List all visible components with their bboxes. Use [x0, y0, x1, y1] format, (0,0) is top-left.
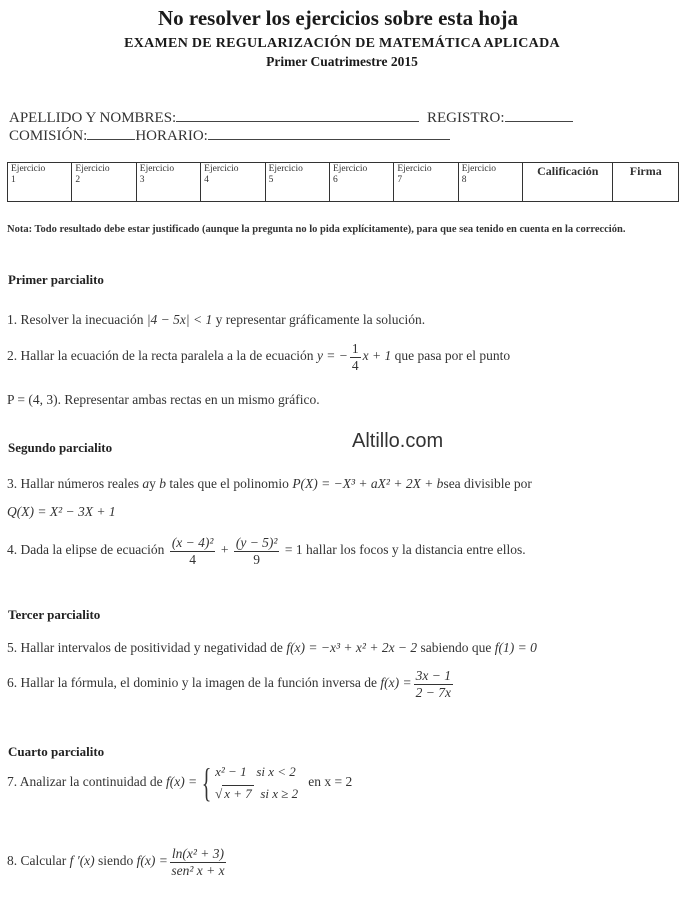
section-title-4: Cuarto parcialito: [8, 744, 105, 759]
comision-field[interactable]: [9, 127, 450, 145]
registro-line: [505, 109, 573, 122]
e7-cases: x² − 1 si x < 2 √ x + 7 si x ≥ 2: [215, 764, 299, 801]
section-title-3: Tercer parcialito: [8, 607, 101, 622]
grade-cell-6[interactable]: Ejercicio 6: [329, 163, 393, 202]
e4-fraction-2: $\frac{\text{(y − 5)²}}{9}$: [235, 535, 278, 567]
horario-label: HORARIO:: [135, 128, 208, 144]
section-title-1: Primer parcialito: [8, 272, 104, 287]
firma-cell[interactable]: Firma: [613, 163, 679, 202]
exercise-3: 3. Hallar números reales ay b tales que el polinomio P(X) = −X³ + aX² + 2X + bsea divisible por: [7, 476, 532, 491]
grade-cell-8[interactable]: Ejercicio 8: [458, 163, 522, 202]
grade-cell-3[interactable]: Ejercicio 3: [136, 163, 200, 202]
page-title: No resolver los ejercicios sobre esta hoja: [157, 6, 519, 30]
e1-math: |4 − 5x| < 1: [146, 312, 213, 327]
e8-fraction: $\frac{\text{ln(x² + 3)}}{\text{sen² x + x}}$: [171, 846, 225, 878]
grade-cell-5[interactable]: Ejercicio 5: [265, 163, 329, 202]
e4-fraction-1: $\frac{\text{(x − 4)²}}{4}$: [171, 535, 214, 567]
exercise-5: 5. Hallar intervalos de positividad y negatividad de f(x) = −x³ + x² + 2x − 2 sabiendo que f(1) = 0: [7, 640, 537, 655]
section-title-2: Segundo parcialito: [8, 440, 113, 455]
exercise-8: 8. Calcular f ′(x) siendo f(x) = $\frac{\text{ln(x² + 3)}}{\text{sen² x + x}}$: [7, 846, 225, 878]
e6-fraction: $\frac{3x - 1}{2 - 7x}$: [415, 668, 451, 700]
exercise-3-q: Q(X) = X² − 3X + 1: [7, 504, 116, 519]
exam-term: Primer Cuatrimestre 2015: [266, 54, 418, 69]
exercise-1: 1. Resolver la inecuación |4 − 5x| < 1 y representar gráficamente la solución.: [7, 312, 426, 327]
sqrt-icon: √: [215, 786, 223, 801]
name-label: APELLIDO Y NOMBRES:: [9, 110, 177, 126]
exercise-7: 7. Analizar la continuidad de f(x) = { x² − 1 si x < 2 √ x + 7 si x ≥ 2 en x = 2: [7, 760, 353, 805]
comision-label: COMISIÓN:: [9, 128, 88, 144]
grade-table: [7, 162, 679, 202]
horario-line: [208, 127, 450, 140]
grade-cell-4[interactable]: Ejercicio 4: [201, 163, 265, 202]
name-line: [176, 109, 419, 122]
comision-line: [87, 127, 135, 140]
grade-cell-2[interactable]: Ejercicio 2: [72, 163, 136, 202]
exercise-6: 6. Hallar la fórmula, el dominio y la imagen de la función inversa de f(x) = $\frac{3x - 1}{2 - 7x}$: [7, 668, 451, 700]
brace-icon: {: [201, 760, 211, 805]
watermark: Altillo.com: [352, 430, 444, 452]
calificacion-cell[interactable]: Calificación: [523, 163, 613, 202]
grade-cell-1[interactable]: Ejercicio 1: [8, 163, 72, 202]
grade-cell-7[interactable]: Ejercicio 7: [394, 163, 458, 202]
exercise-2-line2: P = (4, 3). Representar ambas rectas en un mismo gráfico.: [7, 392, 320, 407]
name-field[interactable]: [9, 109, 573, 127]
exercise-4: 4. Dada la elipse de ecuación $\frac{\text{(x − 4)²}}{4}$ + $\frac{\text{(y − 5)²}}{9}$ = 1 hallar los focos y la distancia entre ellos.: [7, 535, 526, 567]
registro-label: REGISTRO:: [426, 110, 505, 126]
exam-title: EXAMEN DE REGULARIZACIÓN DE MATEMÁTICA APLICADA: [124, 36, 560, 51]
e2-fraction: $\frac{1}{4}$: [351, 341, 359, 373]
note-text: Nota: Todo resultado debe estar justificado (aunque la pregunta no lo pida explícitamente), para que sea tenido en cuenta en la corrección.: [7, 224, 626, 235]
exercise-2: 2. Hallar la ecuación de la recta paralela a la de ecuación y = − $\frac{1}{4}$ x + 1 que pasa por el punto: [7, 341, 511, 373]
